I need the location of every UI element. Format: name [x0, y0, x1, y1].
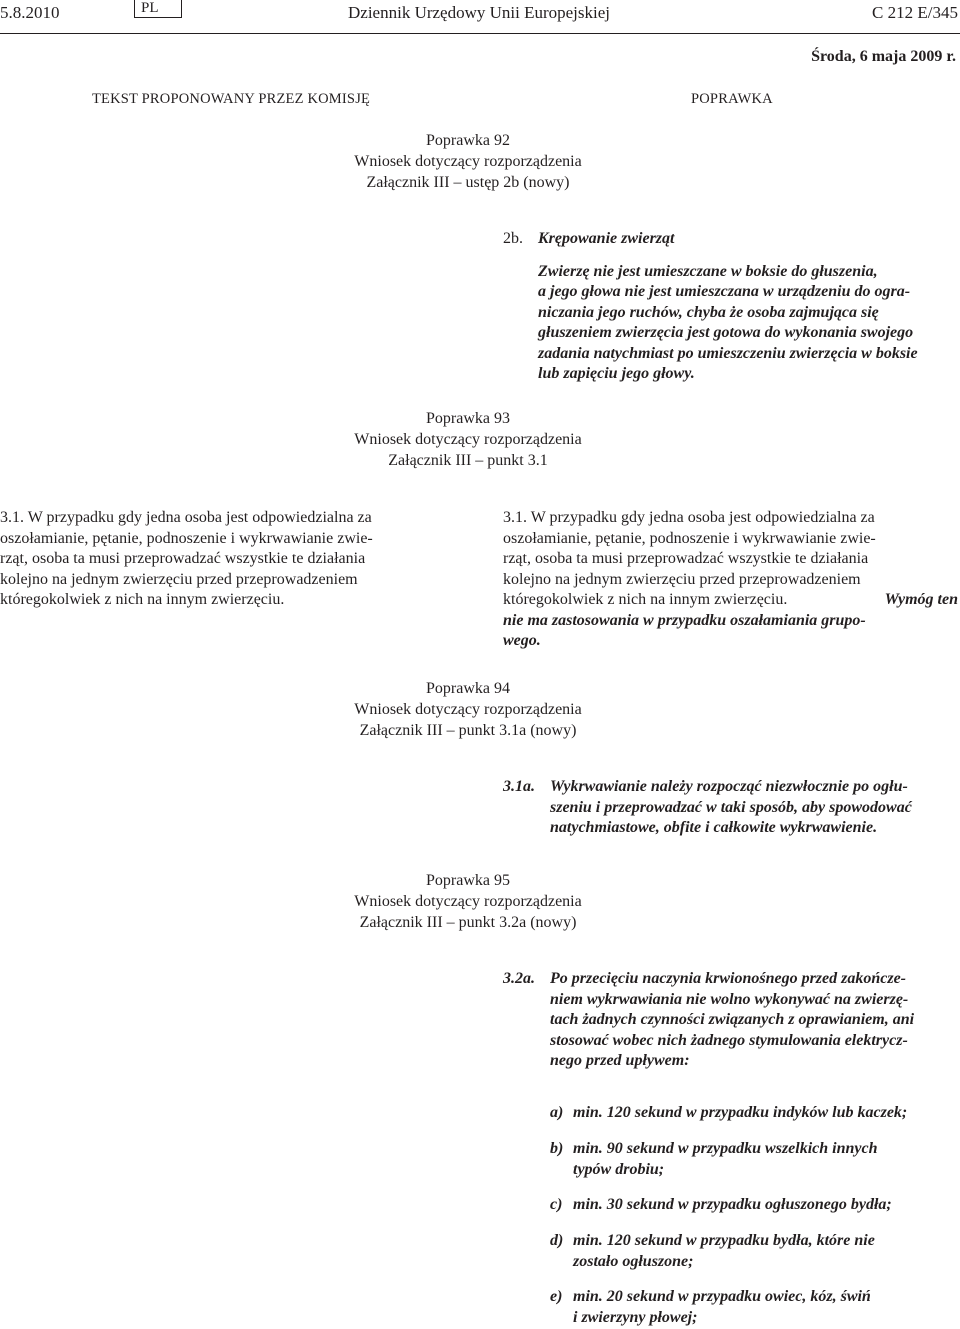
- amendment-title: Poprawka 94: [426, 680, 510, 697]
- amendment-location: Załącznik III – punkt 3.1a (nowy): [359, 722, 577, 739]
- text-line: min. 20 sekund w przypadku owiec, kóz, świń: [573, 1288, 871, 1305]
- journal-title: Dziennik Urzędowy Unii Europejskiej: [348, 3, 611, 22]
- amendment-location: Załącznik III – ustęp 2b (nowy): [366, 174, 570, 191]
- journal-reference: C 212 E/345: [872, 3, 958, 22]
- list-item-e: [550, 1287, 958, 1328]
- text-line: wego.: [503, 632, 541, 649]
- amendment-92-right-text: [503, 229, 958, 385]
- amendment-title: Poprawka 93: [426, 410, 510, 427]
- text-line: lub zapięciu jego głowy.: [538, 365, 695, 382]
- text-line: min. 90 sekund w przypadku wszelkich innych: [573, 1140, 878, 1157]
- amendment-location: Załącznik III – punkt 3.2a (nowy): [359, 914, 577, 931]
- amendment-95-right-text: [503, 969, 958, 1072]
- paragraph-number: 3.1a.: [503, 778, 535, 795]
- text-segment: któregokolwiek z nich na innym zwierzęciu.: [503, 591, 788, 608]
- text-line: niem wykrwawiania nie wolno wykonywać na zwierzę-: [550, 990, 909, 1008]
- column-heading-right: POPRAWKA: [691, 91, 773, 107]
- text-line: kolejno na jednym zwierzęciu przed przeprowadzeniem: [0, 570, 358, 588]
- text-line: Zwierzę nie jest umieszczane w boksie do głuszenia,: [538, 262, 878, 280]
- paragraph-number: 3.2a.: [503, 970, 535, 987]
- session-date: Środa, 6 maja 2009 r.: [811, 48, 956, 65]
- list-label: c): [550, 1196, 563, 1213]
- amendment-93-heading: [0, 408, 936, 471]
- text-line: 3.1. W przypadku gdy jedna osoba jest odpowiedzialna za: [503, 509, 875, 526]
- list-item-b: [550, 1139, 958, 1180]
- amendment-subtitle: Wniosek dotyczący rozporządzenia: [354, 431, 582, 448]
- text-line: oszołamianie, pętanie, podnoszenie i wykrwawianie zwie-: [0, 529, 373, 547]
- paragraph-number: 2b.: [503, 230, 523, 247]
- text-line: stosować wobec nich żadnego stymulowania elektrycz-: [550, 1031, 908, 1049]
- text-line: natychmiastowe, obfite i całkowite wykrwawienie.: [550, 819, 878, 836]
- list-item-a: [550, 1103, 958, 1124]
- amendment-title: Poprawka 92: [426, 132, 510, 149]
- amendment-title: Poprawka 95: [426, 872, 510, 889]
- text-line: i zwierzyny płowej;: [573, 1308, 698, 1326]
- amendment-94-heading: [0, 678, 936, 741]
- amendment-subtitle: Wniosek dotyczący rozporządzenia: [354, 893, 582, 910]
- text-line: niczania jego ruchów, chyba że osoba zajmująca się: [538, 303, 879, 321]
- publication-date: 5.8.2010: [0, 3, 60, 22]
- text-line: zostało ogłuszone;: [573, 1252, 694, 1270]
- text-line: rząt, osoba ta musi przeprowadzać wszystkie te działania: [0, 550, 366, 567]
- amendment-subtitle: Wniosek dotyczący rozporządzenia: [354, 153, 582, 170]
- text-line: min. 30 sekund w przypadku ogłuszonego bydła;: [573, 1196, 892, 1213]
- amendment-95-heading: [0, 870, 936, 933]
- text-line: nego przed upływem:: [550, 1052, 690, 1069]
- amendment-94-right-text: [503, 777, 958, 839]
- text-line: 3.1. W przypadku gdy jedna osoba jest odpowiedzialna za: [0, 509, 372, 526]
- text-line: tach żadnych czynności związanych z oprawianiem, ani: [550, 1011, 915, 1028]
- amendment-92-heading: [0, 130, 936, 193]
- text-line: typów drobiu;: [573, 1160, 665, 1178]
- column-heading-left: TEKST PROPONOWANY PRZEZ KOMISJĘ: [92, 91, 371, 107]
- text-segment-amended: Wymóg ten: [884, 591, 958, 608]
- text-line: [503, 590, 958, 611]
- text-line: któregokolwiek z nich na innym zwierzęciu.: [0, 591, 285, 608]
- list-label: d): [550, 1232, 564, 1249]
- text-line: Wykrwawianie należy rozpocząć niezwłocznie po ogłu-: [550, 778, 908, 795]
- paragraph-heading: Krępowanie zwierząt: [538, 230, 675, 247]
- amendment-93-left-text: [0, 508, 455, 611]
- amendment-subtitle: Wniosek dotyczący rozporządzenia: [354, 701, 582, 718]
- list-label: e): [550, 1288, 563, 1305]
- text-line: zadania natychmiast po umieszczeniu zwierzęcia w boksie: [538, 344, 918, 362]
- list-item-d: [550, 1231, 958, 1272]
- amendment-93-right-text: [503, 508, 958, 652]
- list-label: a): [550, 1104, 564, 1121]
- language-code: PL: [134, 0, 182, 18]
- text-line: min. 120 sekund w przypadku bydła, które nie: [573, 1232, 875, 1249]
- text-line: a jego głowa nie jest umieszczana w urządzeniu do ogra-: [538, 283, 911, 300]
- header-rule: [0, 33, 960, 34]
- text-line: oszołamianie, pętanie, podnoszenie i wykrwawianie zwie-: [503, 529, 876, 547]
- list-item-c: [550, 1195, 958, 1216]
- text-line: nie ma zastosowania w przypadku oszałamiania grupo-: [503, 611, 866, 629]
- list-label: b): [550, 1140, 564, 1157]
- text-line: kolejno na jednym zwierzęciu przed przeprowadzeniem: [503, 570, 861, 588]
- text-line: głuszeniem zwierzęcia jest gotowa do wykonania swojego: [538, 324, 914, 341]
- amendment-location: Załącznik III – punkt 3.1: [388, 452, 548, 469]
- text-line: min. 120 sekund w przypadku indyków lub kaczek;: [573, 1104, 908, 1121]
- text-line: Po przecięciu naczynia krwionośnego przed zakończe-: [550, 970, 906, 987]
- text-line: szeniu i przeprowadzać w taki sposób, aby spowodować: [550, 798, 912, 816]
- text-line: rząt, osoba ta musi przeprowadzać wszystkie te działania: [503, 550, 869, 567]
